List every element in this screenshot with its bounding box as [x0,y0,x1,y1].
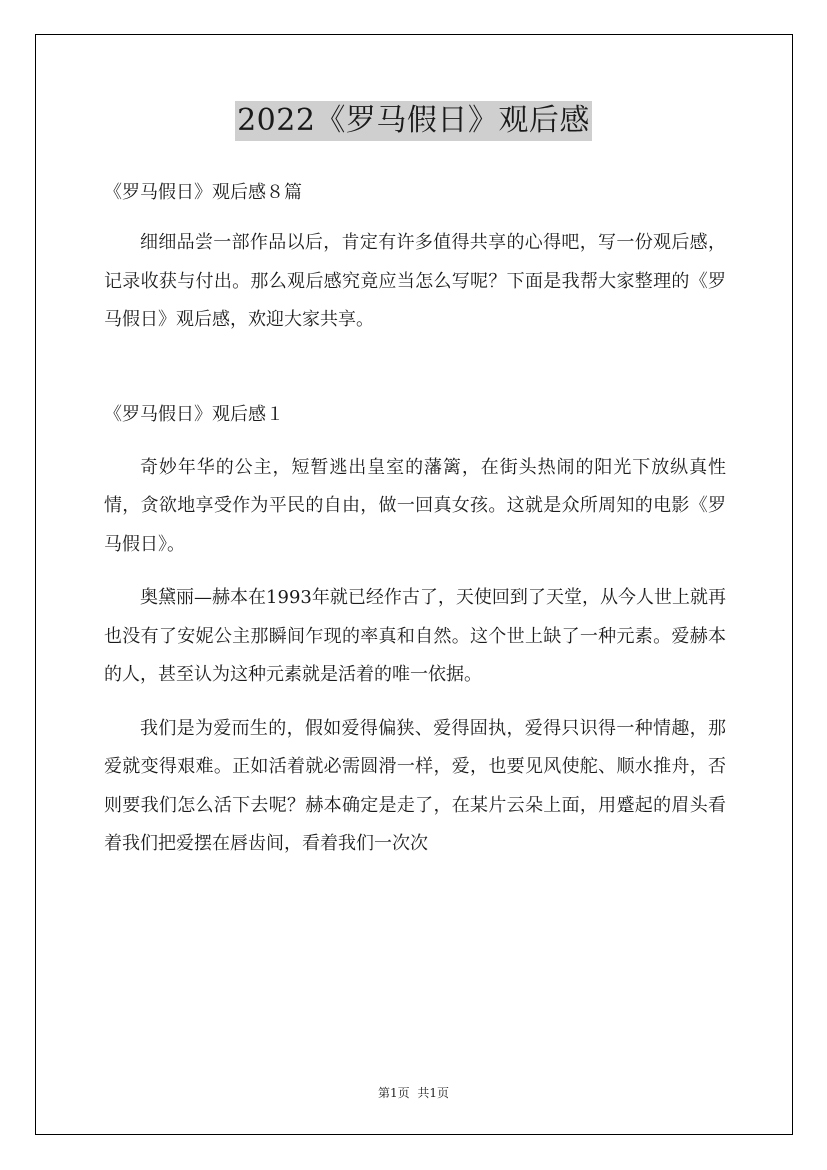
document-body [104,174,726,864]
section-heading: 《罗马假日》观后感１ [104,403,284,425]
page-footer [0,1085,827,1101]
title-container [0,101,827,141]
total-pages: 共1页 [417,1086,450,1100]
body-paragraph-1: 奇妙年华的公主，短暂逃出皇室的藩篱，在街头热闹的阳光下放纵真性情，贪欲地享受作为平民的自由，做一回真女孩。这就是众所周知的电影《罗马假日》。 [104,456,726,555]
body-paragraph-3: 我们是为爱而生的，假如爱得偏狭、爱得固执，爱得只识得一种情趣，那爱就变得艰难。正如活着就必需圆滑一样，爱，也要见风使舵、顺水推舟，否则要我们怎么活下去呢？赫本确定是走了，在某片云朵上面，用蹙起的眉头看着我们把爱摆在唇齿间，看着我们一次次 [104,717,726,854]
document-subtitle: 《罗马假日》观后感８篇 [104,182,302,203]
body-paragraph-2: 奥黛丽—赫本在1993年就已经作古了，天使回到了天堂，从今人世上就再也没有了安妮公主那瞬间乍现的率真和自然。这个世上缺了一种元素。爱赫本的人，甚至认为这种元素就是活着的唯一依据。 [104,587,726,685]
intro-paragraph: 细细品尝一部作品以后，肯定有许多值得共享的心得吧，写一份观后感，记录收获与付出。那么观后感究竟应当怎么写呢？下面是我帮大家整理的《罗马假日》观后感，欢迎大家共享。 [104,232,726,330]
page-number: 第1页 [377,1086,410,1100]
document-title: 2022《罗马假日》观后感 [235,101,592,141]
